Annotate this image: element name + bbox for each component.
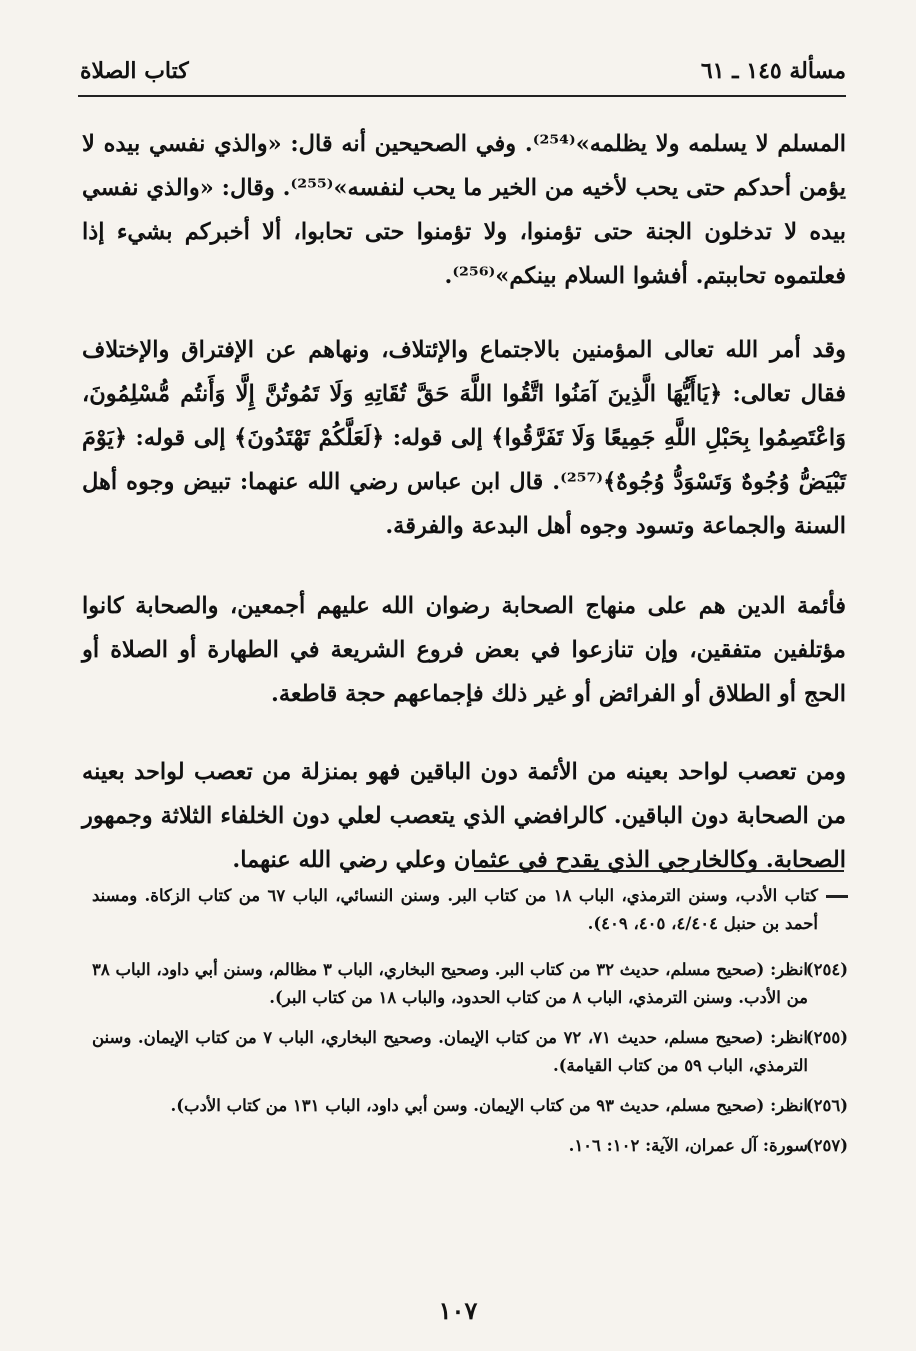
footnote-text: سورة: آل عمران، الآية: ١٠٢: ١٠٦. xyxy=(568,1136,808,1155)
footnote-text: انظر: (صحيح مسلم، حديث ٧١، ٧٢ من كتاب الإيمان. وصحيح البخاري، الباب ٧ من كتاب الإيمان. وسنن الترمذي، الباب ٥٩ من كتاب القيامة). xyxy=(92,1028,808,1075)
header-divider xyxy=(78,95,846,97)
footnote-continuation xyxy=(92,882,848,938)
footnote-number: (٢٥٦) xyxy=(805,1096,848,1115)
footnote-text: كتاب الأدب، وسنن الترمذي، الباب ١٨ من كتاب البر. وسنن النسائي، الباب ٦٧ من كتاب الزكاة. ومسند أحمد بن حنبل ٤/٤٠٤، ٤٠٥، ٤٠٩). xyxy=(92,886,818,933)
paragraph: وقد أمر الله تعالى المؤمنين بالاجتماع والإئتلاف، ونهاهم عن الإفتراق والإختلاف فقال تعالى: ﴿يَاأَيُّهَا الَّذِينَ آمَنُوا اتَّقُوا اللَّهَ حَقَّ تُقَاتِهِ وَلَا تَمُوتُنَّ إِلَّا وَأَنتُم مُّسْلِمُونَ، وَاعْتَصِمُوا بِحَبْلِ اللَّهِ جَمِيعًا وَلَا تَفَرَّقُوا﴾ إلى قوله: ﴿لَعَلَّكُمْ تَهْتَدُونَ﴾ إلى قوله: ﴿يَوْمَ تَبْيَضُّ وُجُوهٌ وَتَسْوَدُّ وُجُوهٌ﴾⁽²⁵⁷⁾. قال ابن عباس رضي الله عنهما: تبيض وجوه أهل السنة والجماعة وتسود وجوه أهل البدعة والفرقة. xyxy=(82,337,846,539)
main-text xyxy=(82,122,846,882)
footnote xyxy=(92,1024,848,1080)
footnote-divider xyxy=(474,870,844,872)
footnote-number: (٢٥٤) xyxy=(805,960,848,979)
footnote-text: انظر: (صحيح مسلم، حديث ٣٢ من كتاب البر. وصحيح البخاري، الباب ٣ مظالم، وسنن أبي داود، الباب ٣٨ من الأدب. وسنن الترمذي، الباب ٨ من كتاب الحدود، والباب ١٨ من كتاب البر). xyxy=(92,960,809,1007)
footnote-number: (٢٥٥) xyxy=(805,1028,848,1047)
page-number: ١٠٧ xyxy=(438,1296,478,1325)
header-chapter-title: كتاب الصلاة xyxy=(80,58,189,84)
running-header xyxy=(80,58,846,90)
footnote-text: انظر: (صحيح مسلم، حديث ٩٣ من كتاب الإيمان. وسن أبي داود، الباب ١٣١ من كتاب الأدب). xyxy=(170,1096,808,1115)
header-issue-number: مسألة ١٤٥ ـ ٦١ xyxy=(700,58,846,84)
paragraph: فأئمة الدين هم على منهاج الصحابة رضوان الله عليهم أجمعين، والصحابة كانوا مؤتلفين متفقين، وإن تنازعوا في بعض فروع الشريعة في الطهارة أو الصلاة أو الحج أو الطلاق أو الفرائض أو غير ذلك فإجماعهم حجة قاطعة. xyxy=(82,593,846,707)
footnote-number: (٢٥٧) xyxy=(805,1136,848,1155)
footnote xyxy=(92,1092,848,1120)
paragraph: ومن تعصب لواحد بعينه من الأئمة دون الباقين فهو بمنزلة من تعصب لواحد بعينه من الصحابة دون الباقين. كالرافضي الذي يتعصب لعلي دون الخلفاء الثلاثة وجمهور الصحابة. وكالخارجي الذي يقدح في عثمان وعلي رضي الله عنهما. xyxy=(82,759,846,873)
footnote xyxy=(92,956,848,1012)
continuation-mark xyxy=(826,895,848,898)
footnote xyxy=(92,1132,848,1160)
paragraph: المسلم لا يسلمه ولا يظلمه»⁽²⁵⁴⁾. وفي الصحيحين أنه قال: «والذي نفسي بيده لا يؤمن أحدكم حتى يحب لأخيه من الخير ما يحب لنفسه»⁽²⁵⁵⁾. وقال: «والذي نفسي بيده لا تدخلون الجنة حتى تؤمنوا، ولا تؤمنوا حتى تحابوا، ألا أخبركم بشيء إذا فعلتموه تحاببتم. أفشوا السلام بينكم»⁽²⁵⁶⁾. xyxy=(82,131,847,289)
footnotes xyxy=(92,882,848,1160)
